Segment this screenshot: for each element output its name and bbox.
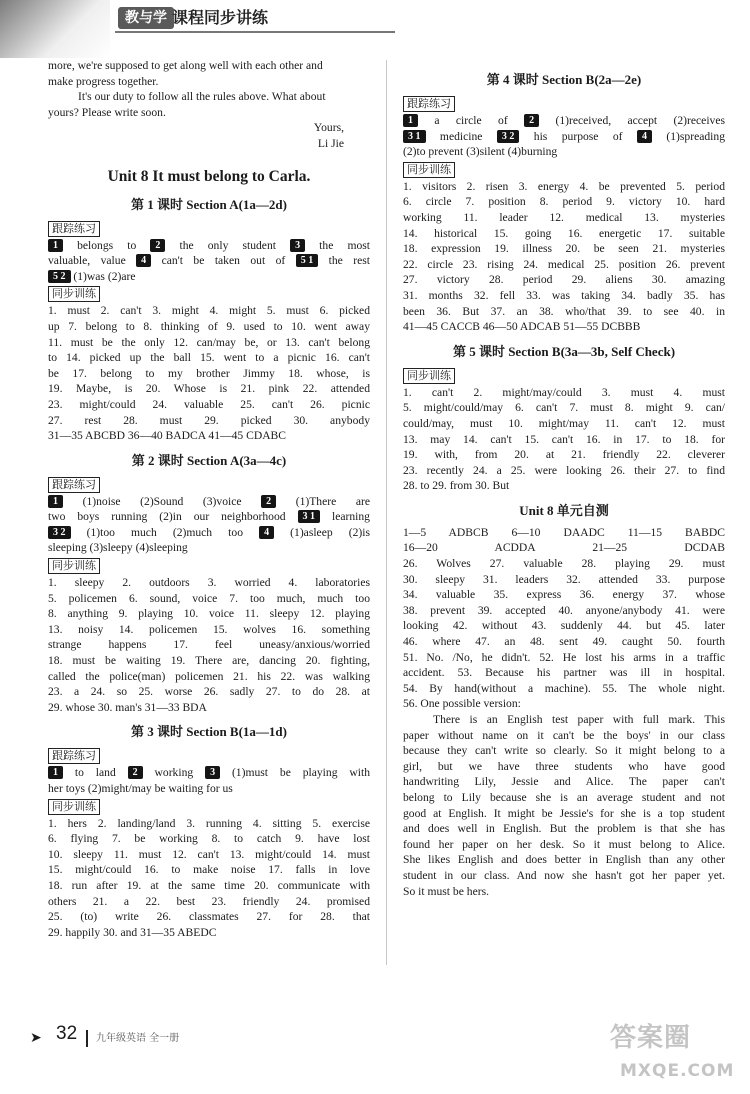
sync-answers xyxy=(48,816,370,941)
answer-line: 34. valuable 35. express 36. energy 37. whose xyxy=(403,588,725,602)
answer-line xyxy=(48,540,370,556)
header-title: 课程同步讲练 xyxy=(172,8,269,27)
answer-line: 46. where 47. an 48. sent 49. caught 50. fourth xyxy=(403,635,725,649)
tracking-answers xyxy=(48,765,370,796)
letter-sign-off: Yours, xyxy=(313,121,344,135)
sample-essay xyxy=(403,712,725,899)
question-number-badge: 2 xyxy=(128,766,143,779)
answer-line: 23. recently 24. a 25. were looking 26. their 27. to find xyxy=(403,463,725,477)
tracking-practice-label: 跟踪练习 xyxy=(48,477,100,493)
answer-line: 10. sleepy 11. must 12. can't 13. might/could 14. must xyxy=(48,847,370,861)
answer-line: 29. happily 30. and 31—35 ABEDC xyxy=(48,925,217,939)
answer-text: (2)to prevent (3)silent (4)burning xyxy=(403,145,558,159)
answer-line: looking 42. without 43. suddenly 44. but 45. later xyxy=(403,619,725,633)
answer-line: 51. No. /No, he didn't. 52. He lost his arms in a traffic xyxy=(403,650,725,664)
answer-text: a circle of xyxy=(418,114,525,127)
answer-line: 22. circle 23. rising 24. medical 25. position 26. prevent xyxy=(403,257,725,271)
question-number-badge: 4 xyxy=(259,526,274,539)
text-line: It's our duty to follow all the rules above. What about xyxy=(78,90,326,104)
answer-text: two boys running (2)in our neighborhood xyxy=(48,510,298,524)
sync-training-label: 同步训练 xyxy=(403,162,455,178)
header-logo: 教与学 xyxy=(118,7,174,29)
answer-text: (1)must be playing with xyxy=(220,766,370,780)
answer-line: 29. whose 30. man's 31—33 BDA xyxy=(48,700,207,714)
tracking-practice-label: 跟踪练习 xyxy=(48,748,100,764)
answer-line: girl, but we have three students who have good xyxy=(403,759,725,773)
answer-line: 26. Wolves 27. valuable 28. playing 29. must xyxy=(403,557,725,571)
answer-line: been 36. But 37. an 38. who/that 39. to see 40. in xyxy=(403,304,725,318)
lesson-title: 第 4 课时 Section B(2a—2e) xyxy=(486,72,642,87)
answer-text: (1)received, accept (2)receives xyxy=(539,114,725,127)
answer-line: 1. sleepy 2. outdoors 3. worried 4. laboratories xyxy=(48,576,370,590)
unit-test-title: Unit 8 单元自测 xyxy=(519,502,609,518)
answer-line: because they can't write so clearly. So it might belong to a xyxy=(403,744,725,758)
answer-text: her toys (2)might/may be waiting for us xyxy=(48,782,233,795)
answer-line: 27. victory 28. period 29. aliens 30. amazing xyxy=(403,273,725,287)
answer-line: 13. noisy 14. policemen 15. wolves 16. something xyxy=(48,622,370,636)
answer-line: 1—5 ADBCB 6—10 DAADC 11—15 BABDC xyxy=(403,525,725,539)
answer-line: 30. sleepy 31. leaders 32. attended 33. purpose xyxy=(403,572,725,586)
answer-text: learning xyxy=(320,510,370,524)
answer-line: 5. policemen 6. sound, voice 7. too much, much too xyxy=(48,591,370,605)
question-number-badge: 3 2 xyxy=(497,130,520,143)
answer-text: (1)asleep (2)is xyxy=(274,525,370,539)
answer-text: sleeping (3)sleepy (4)sleeping xyxy=(48,541,188,555)
answer-line: 18. must be waiting 19. There are, dancing 20. fighting, xyxy=(48,654,370,668)
tracking-answers xyxy=(48,238,370,285)
question-number-badge: 4 xyxy=(637,130,652,143)
question-number-badge: 4 xyxy=(136,254,151,267)
question-number-badge: 2 xyxy=(261,495,276,508)
question-number-badge: 3 xyxy=(205,766,220,779)
answer-line: 1. can't 2. might/may/could 3. must 4. must xyxy=(403,385,725,399)
tracking-practice-label: 跟踪练习 xyxy=(48,221,100,237)
answer-line xyxy=(48,765,370,781)
answer-line: 6. circle 7. position 8. period 9. victory 10. hard xyxy=(403,195,725,209)
answer-line: accident. 53. Because his partner was ill in hospital. xyxy=(403,666,725,680)
page-number: 32 xyxy=(56,1023,78,1044)
lesson-title: 第 3 课时 Section B(1a—1d) xyxy=(130,724,287,740)
question-number-badge: 2 xyxy=(150,239,165,252)
answer-line: 5. might/could/may 6. can't 7. must 8. might 9. can/ xyxy=(403,401,725,415)
answer-line: 1. hers 2. landing/land 3. running 4. sitting 5. exercise xyxy=(48,816,370,830)
question-number-badge: 1 xyxy=(403,114,418,127)
unit-test-answers xyxy=(403,525,725,712)
arrow-icon: ➤ xyxy=(30,1030,42,1046)
answer-text: (1)There are xyxy=(276,494,370,508)
sync-training-label: 同步训练 xyxy=(48,286,100,302)
answer-line: paper without name on it can't be the boys' in our class xyxy=(403,728,725,742)
answer-text: belongs to xyxy=(63,238,151,252)
sync-answers xyxy=(48,303,370,443)
answer-text: (1)spreading xyxy=(651,129,725,143)
right-column xyxy=(403,70,725,899)
footer-divider xyxy=(86,1030,88,1047)
unit-title: Unit 8 It must belong to Carla. xyxy=(107,167,311,185)
answer-text: medicine xyxy=(425,129,497,143)
answer-line: 19. Maybe, is 20. Whose is 21. pink 22. attended xyxy=(48,382,370,396)
header-decoration xyxy=(0,0,110,58)
answer-line xyxy=(48,509,370,525)
answer-text: working xyxy=(142,766,206,780)
answer-line: 14. historical 15. going 16. energetic 17. suitable xyxy=(403,226,725,240)
answer-line: 31. months 32. fell 33. was taking 34. badly 35. has xyxy=(403,288,725,302)
answer-line: 11. must be the only 12. can/may be, or 13. can't belong xyxy=(48,335,370,349)
lesson-title: 第 5 课时 Section B(3a—3b, Self Check) xyxy=(452,343,676,359)
answer-line: 1. visitors 2. risen 3. energy 4. be prevented 5. period xyxy=(403,179,725,193)
sync-training-label: 同步训练 xyxy=(48,799,100,815)
answer-line: 6. flying 7. be working 8. to catch 9. have lost xyxy=(48,832,370,846)
answer-line: 1. must 2. can't 3. might 4. might 5. must 6. picked xyxy=(48,304,370,318)
answer-line xyxy=(48,525,370,541)
answer-line: up 7. belong to 8. thinking of 9. used to 10. went away xyxy=(48,319,370,333)
tracking-answers xyxy=(403,113,725,160)
question-number-badge: 1 xyxy=(48,495,63,508)
answer-line: 54. By hand(without a machine). 55. The whole night. xyxy=(403,681,725,695)
answer-line: 23. a 24. so 25. worse 26. sadly 27. to do 28. at xyxy=(48,685,370,699)
answer-line: There is an English test paper with full mark. This xyxy=(433,713,725,726)
answer-text: (1)was (2)are xyxy=(70,269,136,283)
book-title: 九年级英语 全一册 xyxy=(96,1033,180,1044)
answer-line: 18. run after 19. at the same time 20. communicate with xyxy=(48,878,370,892)
question-number-badge: 2 xyxy=(524,114,539,127)
answer-line: student in our class. And now she hasn't got her paper yet. xyxy=(403,868,725,882)
answer-line xyxy=(48,494,370,510)
answer-line xyxy=(48,781,370,797)
letter-signature: Li Jie xyxy=(317,136,344,150)
tracking-practice-label: 跟踪练习 xyxy=(403,96,455,112)
question-number-badge: 1 xyxy=(48,239,63,252)
answer-text: the most xyxy=(305,238,370,252)
answer-text: can't be taken out of xyxy=(151,254,296,268)
answer-line: 41—45 CACCB 46—50 ADCAB 51—55 DCBBB xyxy=(403,320,641,334)
text-line: make progress together. xyxy=(48,74,159,88)
answer-line: 15. might/could 16. to make noise 17. falls in love xyxy=(48,863,370,877)
answer-text: his purpose of xyxy=(519,129,637,143)
header-rule xyxy=(115,31,395,33)
answer-text: the rest xyxy=(318,254,370,268)
question-number-badge: 3 1 xyxy=(403,130,426,143)
answer-line: She likes English and does better in English than any other xyxy=(403,853,725,867)
answer-line: 25. (to) write 26. classmates 27. for 28. that xyxy=(48,910,370,924)
answer-line: 27. rest 28. must 29. picked 30. anybody xyxy=(48,413,370,427)
answer-line: good at English. It might be Jessie's for she is a top student xyxy=(403,806,725,820)
answer-line: 38. prevent 39. accepted 40. anyone/anybody 41. were xyxy=(403,603,725,617)
answer-line: handwriting Lily, Jessie and Alice. The paper can't xyxy=(403,775,725,789)
answer-line: 16—20 ACDDA 21—25 DCDAB xyxy=(403,541,725,555)
column-divider xyxy=(386,60,387,965)
answer-text: the only student xyxy=(165,238,291,252)
question-number-badge: 3 xyxy=(290,239,305,252)
answer-line: 28. to 29. from 30. But xyxy=(403,479,510,493)
answer-line xyxy=(48,269,370,285)
question-number-badge: 3 1 xyxy=(298,510,321,523)
sync-training-label: 同步训练 xyxy=(403,368,455,384)
text-line: more, we're supposed to get along well with each other and xyxy=(48,59,323,72)
answer-text: (1)too much (2)much too xyxy=(70,525,260,539)
sync-answers xyxy=(403,179,725,335)
answer-line: 31—35 ABCBD 36—40 BADCA 41—45 CDABC xyxy=(48,429,287,443)
answer-line xyxy=(403,129,725,145)
letter-ending xyxy=(48,58,370,152)
answer-line: belong to Lily because she is an average student and not xyxy=(403,790,725,804)
answer-line: called the police(man) policemen 21. his 22. was walking xyxy=(48,669,370,683)
answer-line xyxy=(403,113,725,129)
answer-text: (1)noise (2)Sound (3)voice xyxy=(63,494,262,508)
answer-text: valuable, value xyxy=(48,254,137,268)
question-number-badge: 1 xyxy=(48,766,63,779)
answer-line: others 21. a 22. best 23. friendly 24. promised xyxy=(48,894,370,908)
question-number-badge: 5 2 xyxy=(48,270,71,283)
answer-line: could/may, must 10. might/may 11. can't 12. must xyxy=(403,416,725,430)
answer-line: found her paper on her desk. So it must belong to Alice. xyxy=(403,837,725,851)
text-line: yours? Please write soon. xyxy=(48,105,166,119)
answer-line: 23. might/could 24. valuable 25. can't 26. picnic xyxy=(48,397,370,411)
answer-line: 13. may 14. can't 15. can't 16. in 17. to 18. for xyxy=(403,432,725,446)
answer-line xyxy=(48,238,370,254)
sync-answers xyxy=(403,385,725,494)
sync-training-label: 同步训练 xyxy=(48,558,100,574)
answer-text: to land xyxy=(63,766,128,780)
answer-line: be 17. belong to my brother Jimmy 18. whose, is xyxy=(48,366,370,380)
answer-line: strange happens 17. feel uneasy/anxious/worried xyxy=(48,638,370,652)
page-footer xyxy=(0,1022,750,1094)
lesson-title: 第 1 课时 Section A(1a—2d) xyxy=(130,196,287,212)
left-column xyxy=(48,58,370,940)
answer-line: So it must be hers. xyxy=(403,884,489,898)
answer-line: and does well in English. But the problem is that she has xyxy=(403,822,725,836)
answer-line: 56. One possible version: xyxy=(403,697,521,711)
page-header xyxy=(0,0,750,60)
answer-line: 8. anything 9. playing 10. voice 11. sleepy 12. playing xyxy=(48,607,370,621)
question-number-badge: 3 2 xyxy=(48,526,71,539)
answer-line: working 11. leader 12. medical 13. mysteries xyxy=(403,210,725,224)
answer-line: to 14. picked up the ball 15. went to a picnic 16. can't xyxy=(48,351,370,365)
answer-line: 18. expression 19. illness 20. be seen 21. mysteries xyxy=(403,242,725,256)
tracking-answers xyxy=(48,494,370,556)
answer-line xyxy=(48,253,370,269)
answer-line xyxy=(403,144,725,160)
answer-line: 19. with, from 20. at 21. friendly 22. cleverer xyxy=(403,448,725,462)
sync-answers xyxy=(48,575,370,715)
question-number-badge: 5 1 xyxy=(296,254,319,267)
watermark-url: MXQE.COM xyxy=(620,1061,735,1081)
lesson-title: 第 2 课时 Section A(3a—4c) xyxy=(131,452,287,468)
watermark-logo: 答案圈 xyxy=(610,1023,692,1053)
